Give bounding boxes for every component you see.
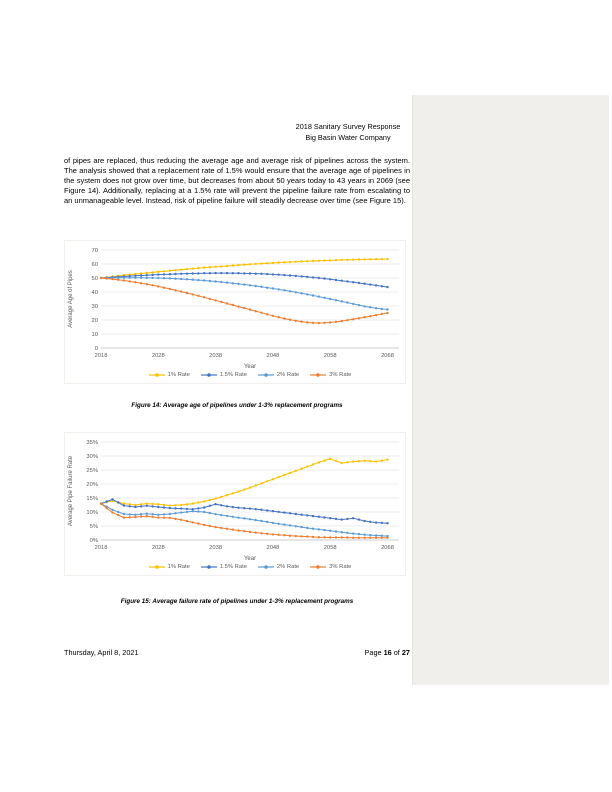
legend-label: 3% Rate: [329, 372, 352, 378]
legend-label: 2% Rate: [276, 564, 300, 570]
legend-item: [201, 372, 247, 378]
page-header: [236, 122, 460, 143]
svg-text:2058: 2058: [323, 353, 337, 359]
legend-marker-icon: [149, 372, 165, 378]
legend-marker-icon: [258, 564, 274, 570]
footer-date: Thursday, April 8, 2021: [64, 648, 139, 657]
svg-text:20%: 20%: [86, 482, 98, 488]
legend-label: 1% Rate: [167, 372, 190, 378]
legend-item: [310, 372, 351, 378]
legend-marker-icon: [201, 564, 217, 570]
header-line-2: Big Basin Water Company: [305, 132, 391, 142]
svg-text:Year: Year: [243, 364, 257, 370]
age-chart-svg: [65, 242, 405, 370]
svg-text:2018: 2018: [94, 545, 108, 551]
svg-text:Year: Year: [243, 556, 257, 562]
svg-text:2018: 2018: [94, 353, 108, 359]
page-number: 16: [383, 648, 392, 657]
age-chart-legend: [95, 372, 405, 378]
svg-text:Average Age of Pipes: Average Age of Pipes: [68, 270, 74, 328]
svg-text:2028: 2028: [151, 545, 165, 551]
legend-item: [201, 564, 247, 570]
legend-item: [310, 564, 351, 570]
figure15: [64, 432, 406, 576]
svg-text:2048: 2048: [266, 353, 280, 359]
legend-marker-icon: [310, 564, 326, 570]
svg-text:40: 40: [91, 290, 98, 296]
legend-marker-icon: [310, 372, 326, 378]
failure-chart-svg: [65, 434, 405, 562]
svg-text:35%: 35%: [86, 440, 98, 446]
legend-item: [149, 564, 190, 570]
legend-marker-icon: [258, 372, 274, 378]
svg-text:0: 0: [94, 346, 98, 352]
svg-text:25%: 25%: [86, 468, 98, 474]
svg-text:20: 20: [91, 318, 98, 324]
legend-marker-icon: [201, 372, 217, 378]
figure14: [64, 240, 406, 384]
legend-item: [258, 372, 299, 378]
scan-artifact-panel: [412, 95, 609, 685]
svg-text:70: 70: [91, 248, 98, 254]
figure14-caption: Figure 14: Average age of pipelines under 1-3% replacement programs: [131, 402, 343, 409]
svg-text:0%: 0%: [89, 538, 98, 544]
svg-text:30: 30: [91, 304, 98, 310]
svg-text:2028: 2028: [151, 353, 165, 359]
svg-text:2038: 2038: [209, 545, 223, 551]
legend-label: 3% Rate: [329, 564, 352, 570]
failure-chart-legend: [95, 564, 405, 570]
svg-text:2038: 2038: [209, 353, 223, 359]
legend-label: 1% Rate: [167, 564, 190, 570]
figure14-chart: [65, 242, 405, 378]
page-word: Page: [364, 648, 382, 657]
legend-item: [258, 564, 299, 570]
footer-page-indicator: [64, 648, 410, 657]
svg-text:30%: 30%: [86, 454, 98, 460]
legend-label: 1.5% Rate: [219, 564, 247, 570]
legend-item: [149, 372, 190, 378]
legend-marker-icon: [149, 564, 165, 570]
svg-text:Average Pipe Failure Rate: Average Pipe Failure Rate: [68, 455, 74, 527]
svg-text:50: 50: [91, 276, 98, 282]
of-word: of: [393, 648, 400, 657]
svg-text:10%: 10%: [86, 510, 98, 516]
legend-label: 2% Rate: [276, 372, 300, 378]
svg-text:2058: 2058: [323, 545, 337, 551]
svg-text:2068: 2068: [381, 353, 394, 359]
svg-text:5%: 5%: [89, 524, 98, 530]
svg-text:2048: 2048: [266, 545, 280, 551]
svg-text:10: 10: [91, 332, 98, 338]
figure15-caption: Figure 15: Average failure rate of pipelines under 1-3% replacement programs: [120, 598, 354, 605]
body-paragraph: of pipes are replaced, thus reducing the average age and average risk of pipelines across the system. The analysis showed that a replacement rate of 1.5% would ensure that the average age of pipelines in the system does not grow over time, but decreases from about 50 years today to 43 years in 2069 (see Figure 14). Additionally, replacing at a 1.5% rate will prevent the pipeline failure rate from escalating to an unmanageable level. Instead, risk of pipeline failure will steadily decrease over time (see Figure 15).: [64, 156, 410, 206]
svg-text:60: 60: [91, 262, 98, 268]
svg-text:2068: 2068: [381, 545, 394, 551]
figure15-chart: [65, 434, 405, 570]
total-pages: 27: [401, 648, 410, 657]
legend-label: 1.5% Rate: [219, 372, 247, 378]
header-line-1: 2018 Sanitary Survey Response: [295, 122, 401, 131]
svg-text:15%: 15%: [86, 496, 98, 502]
